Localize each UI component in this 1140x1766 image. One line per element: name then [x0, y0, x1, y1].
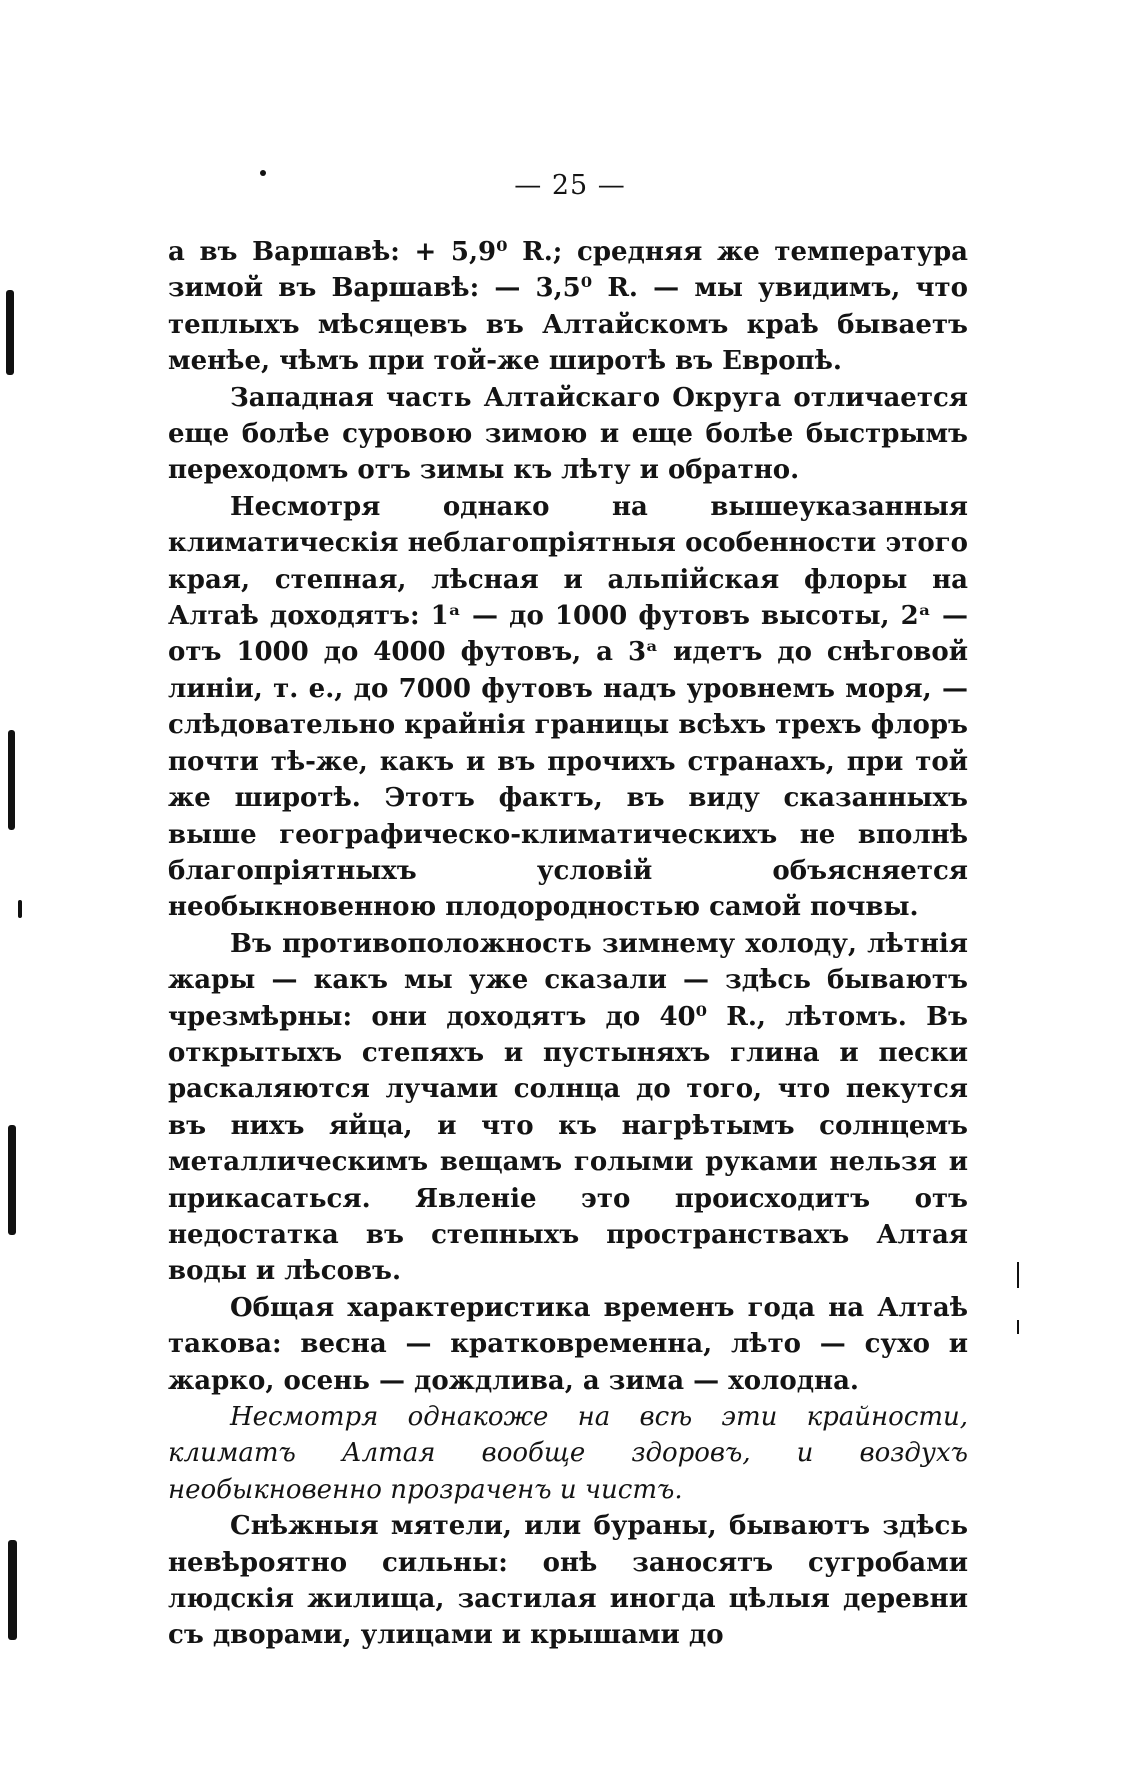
scan-mark — [1017, 1320, 1019, 1334]
scan-mark — [8, 1540, 17, 1640]
paragraph-4: Въ противоположность зимнему холоду, лѣтнія жары — какъ мы уже сказали — здѣсь бываютъ чрезмѣрны: они доходятъ до 40⁰ R., лѣтомъ. Въ открытыхъ степяхъ и пустыняхъ глина и пески раскаляются лучами солнца до того, что пекутся въ нихъ яйца, и что къ нагрѣтымъ солнцемъ металлическимъ вещамъ голыми руками нельзя и прикасаться. Явленіе это происходитъ отъ недостатка въ степныхъ пространствахъ Алтая воды и лѣсовъ. — [168, 928, 968, 1287]
paragraph-6-italic: Несмотря однакоже на всѣ эти крайности, климатъ Алтая вообще здоровъ, и воздухъ необыкновенно прозраченъ и чистъ. — [168, 1402, 968, 1505]
scan-mark — [6, 290, 14, 375]
paragraph-5: Общая характеристика временъ года на Алтаѣ такова: весна — кратковременна, лѣто — сухо и жарко, осень — дождлива, а зима — холодна. — [168, 1292, 968, 1396]
body-text — [168, 234, 968, 1654]
paragraph-7: Снѣжныя мятели, или бураны, бываютъ здѣсь невѣроятно сильны: онѣ заносятъ сугробами людскія жилища, застилая иногда цѣлыя деревни съ дворами, улицами и крышами до — [168, 1511, 968, 1651]
scan-mark — [8, 730, 15, 830]
scan-mark — [18, 900, 22, 918]
scan-mark — [8, 1125, 16, 1235]
paragraph-2: Западная часть Алтайскаго Округа отличается еще болѣе суровою зимою и еще болѣе быстрымъ переходомъ отъ зимы къ лѣту и обратно. — [168, 382, 968, 486]
paragraph-3: Несмотря однако на вышеуказанныя климатическія неблагопріятныя особенности этого края, степная, лѣсная и альпійская флоры на Алтаѣ доходятъ: 1ᵃ — до 1000 футовъ высоты, 2ᵃ — отъ 1000 до 4000 футовъ, а 3ᵃ идетъ до снѣговой линіи, т. е., до 7000 футовъ надъ уровнемъ моря, — слѣдовательно крайнія границы всѣхъ трехъ флоръ почти тѣ-же, какъ и въ прочихъ странахъ, при той же широтѣ. Этотъ фактъ, въ виду сказанныхъ выше географическо-климатическихъ не вполнѣ благопріятныхъ условій объясняется необыкновенною плодородностью самой почвы. — [168, 491, 968, 923]
scan-mark — [1017, 1262, 1019, 1288]
scan-dot — [260, 170, 266, 176]
page-number: — 25 — — [514, 170, 626, 201]
paragraph-1: а въ Варшавѣ: + 5,9⁰ R.; средняя же температура зимой въ Варшавѣ: — 3,5⁰ R. — мы увидимъ, что теплыхъ мѣсяцевъ въ Алтайскомъ краѣ бываетъ менѣе, чѣмъ при той-же широтѣ въ Европѣ. — [168, 237, 968, 377]
